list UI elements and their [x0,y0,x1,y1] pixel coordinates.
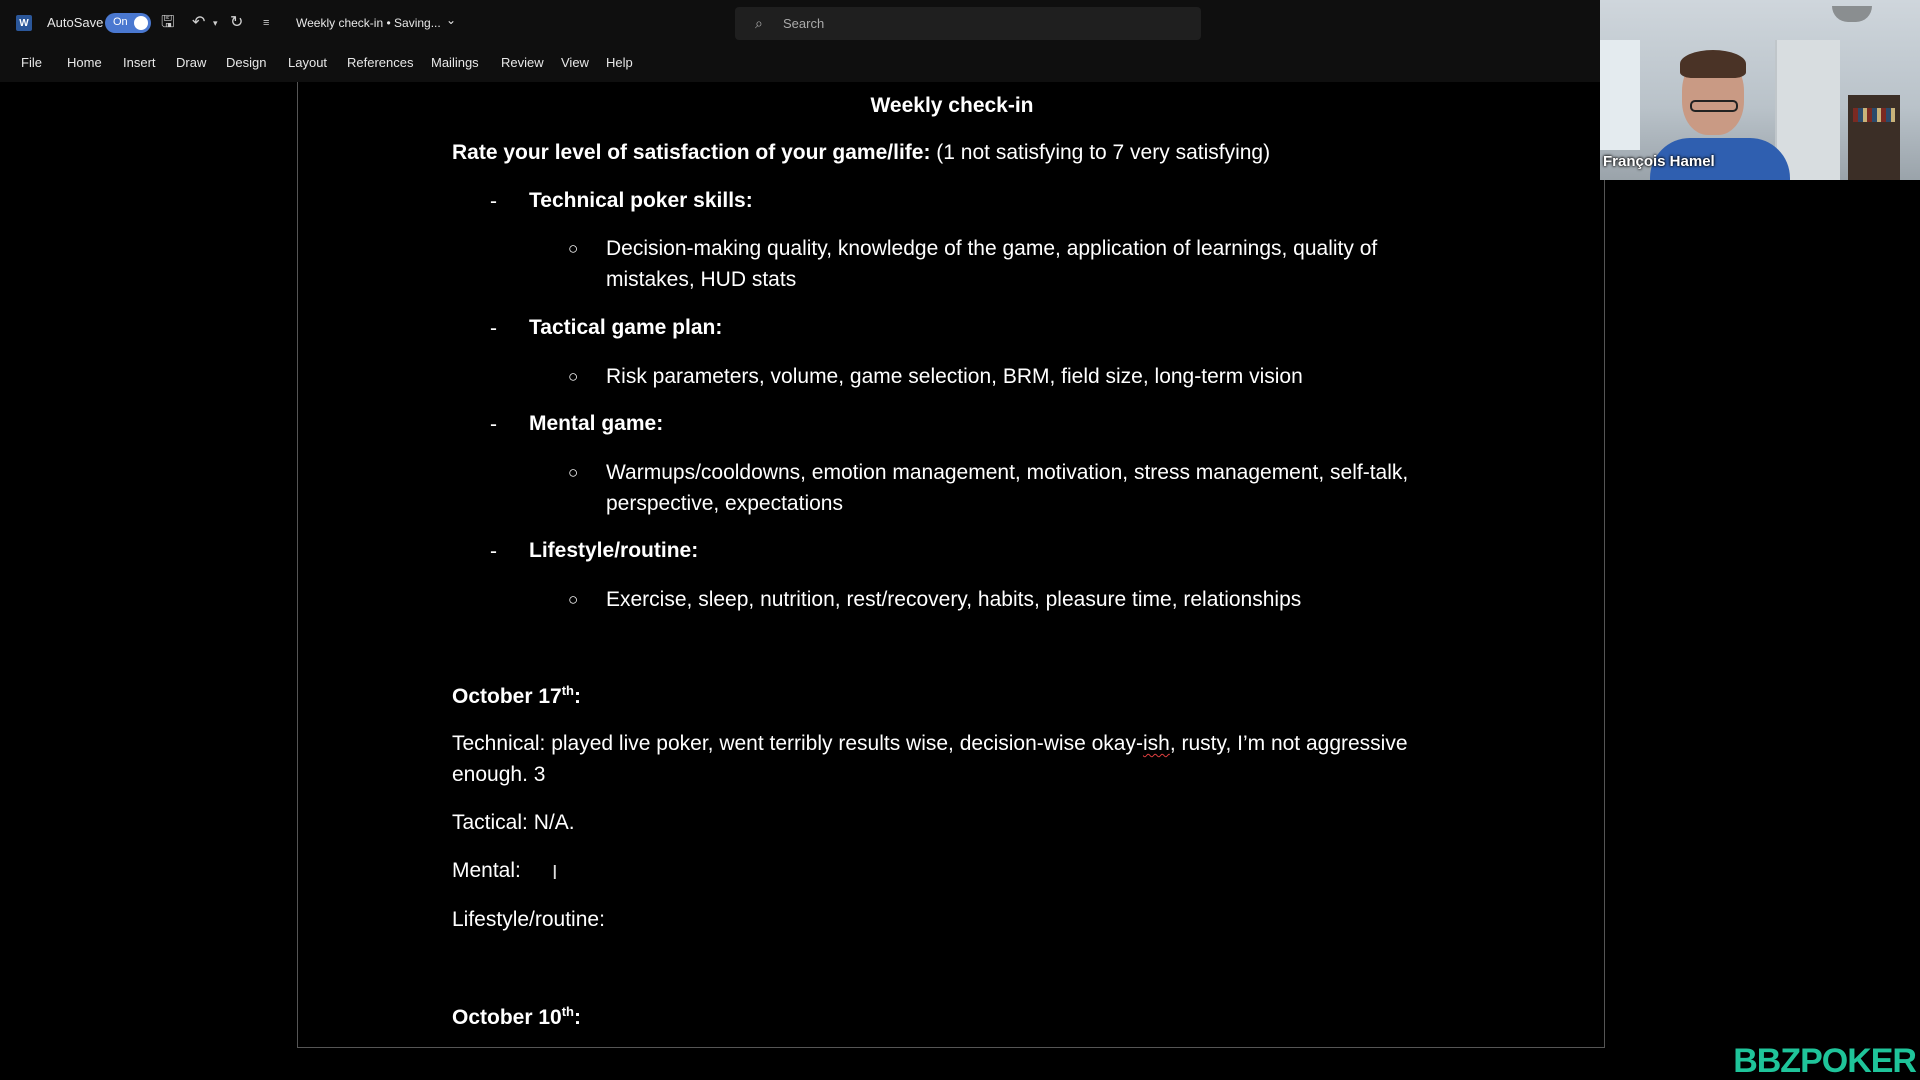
tab-layout[interactable]: Layout [288,55,328,70]
list-dash: - [490,540,497,563]
bottom-bar [0,1048,1920,1080]
technical-text: Technical: played live poker, went terribly results wise, decision-wise okay- [452,732,1143,755]
mental-entry[interactable]: Mental: [452,859,521,882]
customize-toolbar-icon[interactable]: ≡ [263,17,270,29]
technical-entry-cont[interactable]: enough. 3 [452,763,546,786]
spelling-flag[interactable]: ish [1142,732,1170,755]
list-bullet: ○ [568,239,579,258]
chevron-down-icon[interactable]: ⌄ [446,13,457,27]
section-title[interactable]: Tactical game plan: [529,316,723,339]
toggle-knob [134,16,148,30]
section-detail[interactable]: Risk parameters, volume, game selection, BRM, field size, long-term vision [606,365,1303,388]
word-app-icon[interactable]: W [16,15,32,31]
section-title[interactable]: Technical poker skills: [529,189,753,212]
redo-icon[interactable]: ↻ [230,14,244,31]
participant-video[interactable] [1600,0,1920,180]
tab-home[interactable]: Home [67,55,102,70]
person-hair [1680,50,1746,78]
brand-logo: BBZPOKER [1733,1042,1916,1080]
tab-view[interactable]: View [561,55,589,70]
list-bullet: ○ [568,367,579,386]
autosave-toggle-state: On [113,16,128,28]
document-title[interactable]: Weekly check-in • Saving... [296,16,441,30]
document-page[interactable] [297,82,1605,1048]
books-shape [1853,108,1895,122]
rating-instruction-bold: Rate your level of satisfaction of your game/life: [452,141,931,164]
document-heading[interactable]: Weekly check-in [870,94,1034,117]
autosave-label: AutoSave [47,15,104,30]
section-detail[interactable]: Decision-making quality, knowledge of the game, application of learnings, quality of [606,237,1378,260]
technical-text: , rusty, I’m not aggressive [1169,732,1408,755]
ceiling-lamp-shape [1832,6,1872,22]
undo-icon[interactable]: ↶ [192,14,206,31]
undo-dropdown-icon[interactable]: ▾ [213,18,218,28]
search-icon: ⌕ [755,15,763,31]
lifestyle-entry[interactable]: Lifestyle/routine: [452,908,605,931]
tab-insert[interactable]: Insert [123,55,156,70]
tab-draw[interactable]: Draw [176,55,207,70]
date-colon: : [574,685,581,708]
text-cursor-icon: I [552,862,558,884]
autosave-toggle[interactable] [105,13,151,33]
tab-review[interactable]: Review [501,55,544,70]
section-detail[interactable]: perspective, expectations [606,492,843,515]
list-bullet: ○ [568,590,579,609]
section-title[interactable]: Lifestyle/routine: [529,539,699,562]
list-dash: - [490,317,497,340]
list-bullet: ○ [568,463,579,482]
list-dash: - [490,190,497,213]
list-dash: - [490,413,497,436]
technical-entry[interactable] [452,732,1408,756]
tab-design[interactable]: Design [226,55,267,70]
ribbon-tabs [0,48,1600,82]
section-title[interactable]: Mental game: [529,412,664,435]
entry-date[interactable] [452,1004,581,1030]
search-input[interactable] [735,7,1201,40]
section-detail[interactable]: mistakes, HUD stats [606,268,797,291]
title-bar [0,0,1600,48]
date-colon: : [574,1006,581,1029]
save-icon[interactable]: 🖫 [161,14,175,31]
section-detail[interactable]: Warmups/cooldowns, emotion management, motivation, stress management, self-talk, [606,461,1409,484]
tab-references[interactable]: References [347,55,414,70]
date-ordinal: th [561,1004,574,1019]
section-detail[interactable]: Exercise, sleep, nutrition, rest/recovery, habits, pleasure time, relationships [606,588,1302,611]
window-shape [1600,40,1640,150]
entry-date[interactable] [452,683,581,709]
entry-date-text: October 10 [452,1006,562,1029]
entry-date-text: October 17 [452,685,562,708]
tab-help[interactable]: Help [606,55,633,70]
tab-mailings[interactable]: Mailings [431,55,479,70]
tactical-entry[interactable]: Tactical: N/A. [452,811,575,834]
search-placeholder: Search [783,16,825,31]
tab-file[interactable]: File [21,55,42,70]
rating-instruction[interactable] [452,141,1270,165]
rating-scale: (1 not satisfying to 7 very satisfying) [930,141,1271,164]
person-glasses [1690,100,1738,112]
date-ordinal: th [561,683,574,698]
participant-name: François Hamel [1603,153,1715,170]
